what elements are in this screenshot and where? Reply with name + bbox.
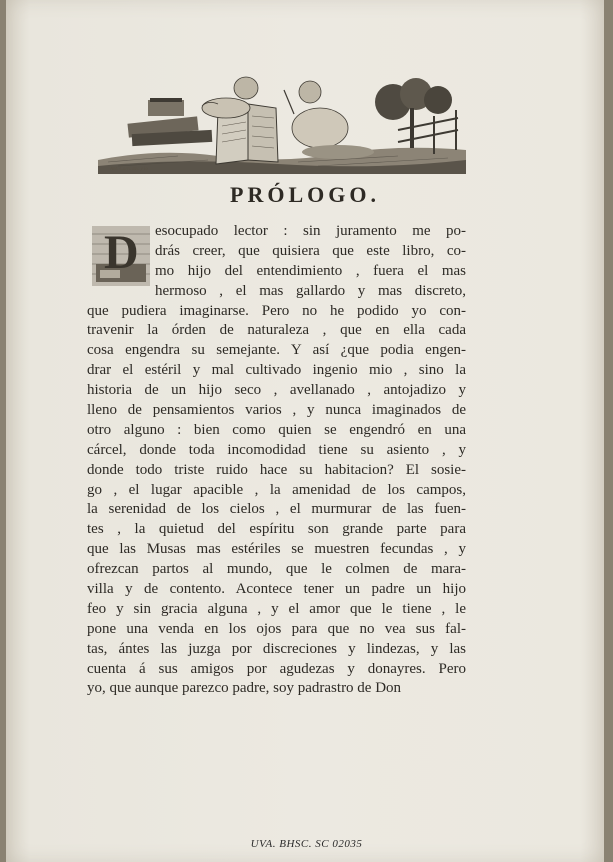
text-line: drás creer, que quisiera que este libro, co- [155,242,466,259]
text-line: esocupado lector : sin juramento me po- [155,223,466,239]
text-line: hermoso , el mas gallardo y mas discreto, [155,282,466,299]
text-line: yo, que aunque parezco padre, soy padrastro de Don [87,680,402,697]
text-line: villa y de contento. Acontece tener un padre un hijo [87,581,466,598]
text-line: ofrezcan partos al mundo, que le colmen de mara- [87,561,466,578]
text-line: que pudiera imaginarse. Pero no he podido yo con- [87,302,466,319]
text-line: tas, ántes las juzga por discreciones y lindezas, y las [87,640,466,657]
text-line: cuenta á sus amigos por agudezas y donayres. Pero [87,660,466,677]
prologue-text [87,222,466,699]
text-line: lleno de pensamientos varios , y nunca imaginados de [87,402,466,419]
engraved-vignette-icon [98,70,466,178]
text-line: pone una venda en los ojos para que no vea sus fal- [87,620,466,637]
text-line: tes , la quietud del espíritu son grande parte para [87,521,466,538]
text-line: mo hijo del entendimiento , fuera el mas [155,262,466,279]
text-line: go , el lugar apacible , la amenidad de los campos, [87,481,466,498]
text-line: donde todo triste ruido hace su habitacion? El sosie- [87,461,466,478]
text-line: cosa engendra su semejante. Y así ¿que podia engen- [87,342,466,359]
text-line: cárcel, donde toda incomodidad tiene su asiento , y [87,441,466,458]
text-line: la serenidad de los cielos , el murmurar de las fuen- [87,501,466,518]
text-line: otro alguno : bien como quien se engendró en una [87,421,466,438]
text-line: travenir la órden de naturaleza , que en ella cada [87,322,466,339]
page-title: PRÓLOGO. [230,182,380,207]
text-line: historia de un hijo seco , avellanado , antojadizo y [87,382,466,399]
initial-letter: D [104,226,139,279]
text-line: feo y sin gracia alguna , y el amor que le tiene , le [87,600,466,617]
text-line: drar el estéril y mal cultivado ingenio mio , sino la [87,362,466,379]
text-line: que las Musas mas estériles se muestren fecundas , y [87,541,466,558]
engraver-signature: Ant. Carn. inv. y lo [110,167,148,172]
library-stamp: UVA. BHSC. SC 02035 [250,838,363,850]
book-page [6,0,604,862]
